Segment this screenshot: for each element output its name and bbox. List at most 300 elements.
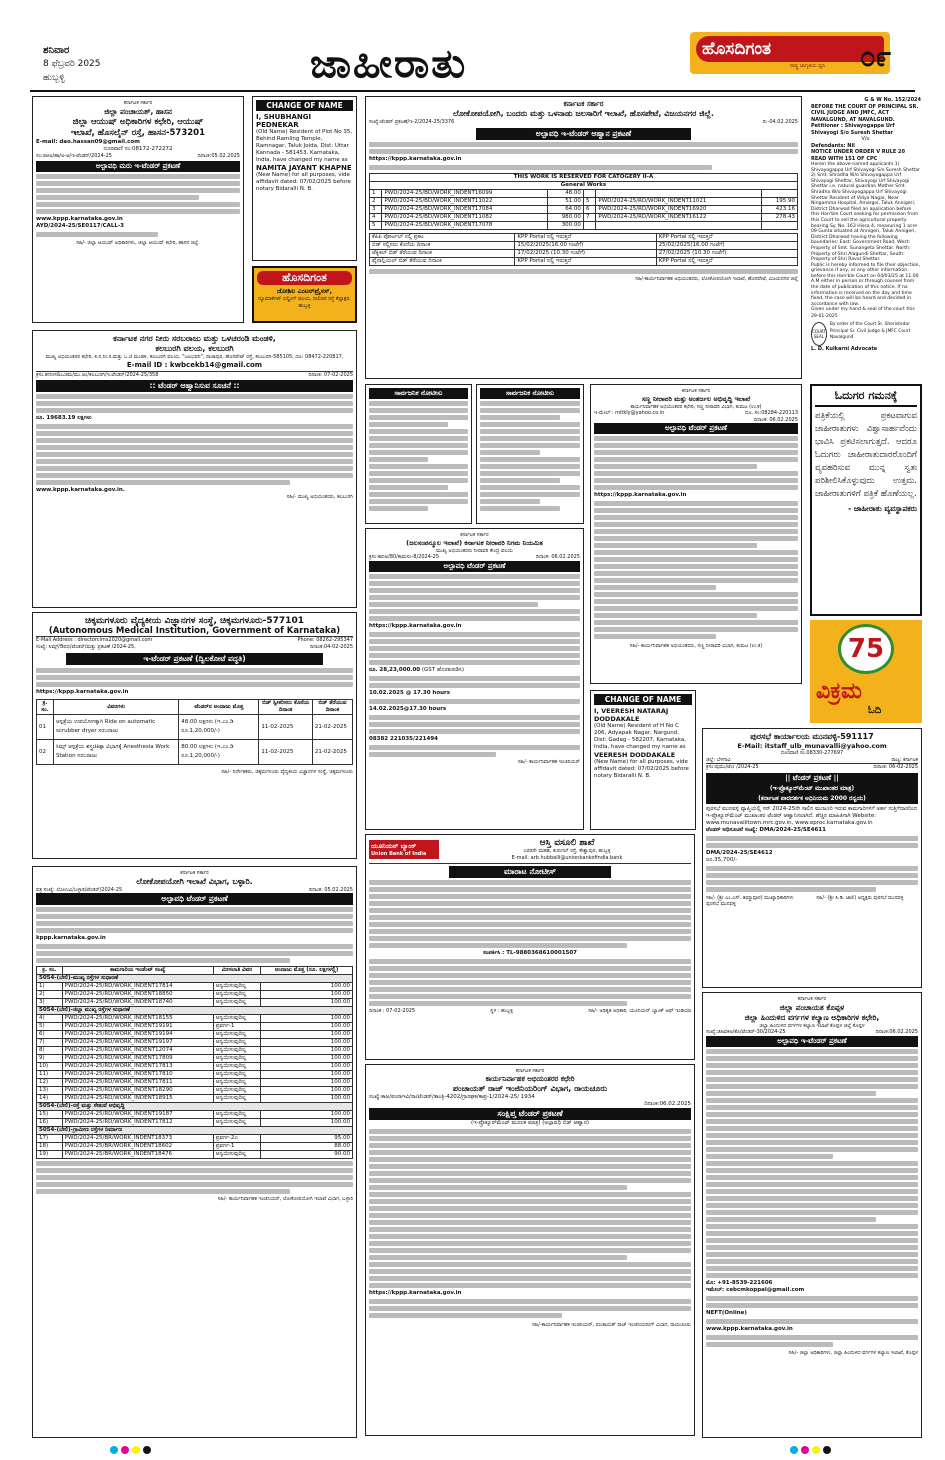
- lok-cell-amt: 980.00: [548, 213, 584, 221]
- hassan-tender-no: AYD/2024-25/SE0117/CALL-3: [36, 223, 124, 229]
- ad-change-of-name-1: [252, 96, 357, 261]
- bal-cell-cat: ಪ್ರವರ್ಗ-1: [213, 1023, 260, 1031]
- bal-cell-no: 12): [37, 1079, 63, 1087]
- kum-email: ಇ-ಮೇಲ್ : mitkly@yahoo.co.in: [594, 410, 665, 416]
- ad-public-notice-2: [476, 384, 584, 524]
- masthead: [0, 0, 945, 92]
- ad-kalaburagi-water: [32, 330, 357, 608]
- mun-ref: ಕ್ರಸಂ:ಪುಮು/ಟೆಂ/ /2024-25: [706, 764, 759, 770]
- union-bank-name-en: Union Bank of India: [371, 850, 427, 857]
- bal-cell-amt: 100.00: [261, 1047, 353, 1055]
- court-of: BEFORE THE COURT OF PRINCIPAL SR. CIVIL JUDGE AND JMFC, ACT NAVALGUND, AT NAVALGUND.: [811, 103, 919, 123]
- bal-cell-amt: 100.00: [261, 999, 353, 1007]
- kop-neft: NEFT(Online): [706, 1309, 747, 1316]
- jal-open-date: 14.02.2025@17.30 hours: [369, 705, 447, 712]
- pn1-heading: ಸಾರ್ವಜನಿಕ ನೋಟೀಸು: [369, 388, 468, 399]
- bal-cell-cat: ಅನ್ವಯಿಸುವುದಿಲ್ಲ: [213, 983, 260, 991]
- cims-cell-last: 11-02-2025: [259, 740, 312, 765]
- paper-tagline: ರಾಷ್ಟ್ರ ಜಾಗೃತಿಯ ಧ್ವನಿ: [790, 63, 826, 69]
- union-place: ಸ್ಥಳ : ಹುಬ್ಬಳ್ಳಿ: [490, 1008, 514, 1014]
- con2-heading: CHANGE OF NAME: [594, 694, 692, 705]
- vikrama-75: [838, 624, 894, 674]
- court-body: Herein the above-named applicants 1) Shivayogappa Urf Shivayogi S/o Suresh Shettar 2) Smt. Shradha W/o Shivayogappa Urf Shivayogi Shettar, Shivayogi Urf Shivayogi Shettar i.e. natural guardian Mother Smt. Shradha W/o Shivayogappa Urf Shivayogi Shettar Resident of Vidya Nagar, Near Ningamma Hospital, Amargol, Taluk Annigeri, District Dharwad filed an application before this Hon'ble Court seeking for permission from this Court to sell the agricultural property bearing Sy. No. 163 Hissa 4, measuring 1 acre 09 Gunta situated at Annigeri, Taluk Annigeri, District Dharwad having the following boundaries: East: Government Road, West: Property of Smt. Sunangeta Shettar, North: Property of Shri Alagundi Shettar, South: Property of Shri Raval Shettar.: [811, 162, 921, 263]
- rai-site: https://kppp.karnataka.gov.in: [369, 1289, 462, 1296]
- jal-sign: ಸಹಿ/- ಕಾರ್ಯನಿರ್ವಾಹಕ ಇಂಜಿನಿಯರ್: [517, 758, 580, 765]
- mun-body: ಪುರಸಭೆ ಮುನವಳ್ಳಿ ವ್ಯಾಪ್ತಿಯಲ್ಲಿ ಸನ್ 2024-25ನೇ ಸಾಲಿನ ಮಂಜೂರಿ ಇರುವ ಕಾಮಗಾರಿಗಳಿಗೆ ಅರ್ಹ ಗುತ್ತಿಗೆದಾರರಿಂದ ಇ-ಪ್ರೊಕ್ಯೂರ್‌ಮೆಂಟ್ ಮುಖಾಂತರ ಟೆಂಡರ್ ಆಹ್ವಾನಿಸಲಾಗಿದೆ. ಹೆಚ್ಚಿನ ಮಾಹಿತಿಗಾಗಿ Website: www.munavallitown.mrc.gov.in, www.eproc.karnataka.gov.in: [706, 805, 918, 826]
- bal-cell-cat: ಅನ್ವಯಿಸುವುದಿಲ್ಲ: [213, 1055, 260, 1063]
- rai-sub: (ಇ-ಪ್ರೊಕ್ಯೂರ್‌ಮೆಂಟ್ ಮೂಲಕ ಮಾತ್ರ) (ಅಲ್ಪಾವಧಿ ಬಿಡ್ ಆಹ್ವಾನ): [470, 1119, 590, 1126]
- con2-body2: (New Name) for all purposes, vide affidavit dated: 07/02/2025 before notary Bidaralli N. B.: [594, 759, 689, 779]
- court-seal: COURT SEAL: [811, 322, 827, 346]
- bal-footer: ಸಹಿ/- ಕಾರ್ಯನಿರ್ವಾಹಕ ಇಂಜಿನಿಯರ್, ಲೋಕೋಪಯೋಗಿ ಇಲಾಖೆ ವಿಭಾಗ, ಬಳ್ಳಾರಿ: [217, 1196, 353, 1202]
- bal-cell-indent: PWD/2024-25/BR/WORK_INDENT18373: [62, 1135, 213, 1143]
- lok-cell-indent2: [596, 221, 762, 229]
- bal-cell-indent: PWD/2024-25/RD/WORK_INDENT17811: [62, 1079, 213, 1087]
- bal-cell-amt: 100.00: [261, 983, 353, 991]
- bal-cell-indent: PWD/2024-25/RD/WORK_INDENT19187: [62, 1111, 213, 1119]
- bal-org: ಲೋಕೋಪಯೋಗಿ ಇಲಾಖೆ ವಿಭಾಗ, ಬಳ್ಳಾರಿ.: [136, 876, 253, 886]
- bal-cell-cat: ಅನ್ವಯಿಸುವುದಿಲ್ಲ: [213, 1063, 260, 1071]
- ad-hosadiganta-agent: [252, 266, 357, 323]
- jal-amount: ರೂ. 28,23,000.00: [369, 666, 421, 673]
- bal-header-cell: ಮೀಸಲಾತಿ ವಿವರ: [213, 967, 260, 975]
- lok-dates-row: [370, 257, 798, 265]
- registration-dots-left: [110, 1446, 154, 1456]
- cims-header-cell: ಕ್ರ. ಸಂ.: [37, 700, 54, 715]
- lok-cell-amt: 48.00: [548, 189, 584, 197]
- bal-cell-indent: PWD/2024-25/BR/WORK_INDENT18476: [62, 1151, 213, 1159]
- cims-date: ದಿನಾಂಕ:04-02-2025: [310, 643, 353, 650]
- bal-cell-amt: 90.00: [261, 1151, 353, 1159]
- bal-table-row: [37, 999, 353, 1007]
- lok-cell-no2: 6: [583, 205, 595, 213]
- kop-email: ಇಮೇಲ್: cebcmkoppal@gmail.com: [706, 1286, 805, 1293]
- bal-cell-indent: PWD/2024-25/RD/WORK_INDENT18740: [62, 999, 213, 1007]
- ad-munavalli-municipality: [702, 728, 922, 988]
- union-bank-name: ಯೂನಿಯನ್ ಬ್ಯಾಂಕ್: [371, 841, 417, 850]
- lok-date-cell-c: KPP Portal ನಲ್ಲಿ ಇರುತ್ತದೆ: [656, 233, 797, 241]
- paper-logo-banner: [696, 36, 884, 62]
- bal-table-row: [37, 1103, 353, 1111]
- bal-cell-no: 14): [37, 1095, 63, 1103]
- bal-cell-amt: 100.00: [261, 1095, 353, 1103]
- cims-cell-no: 02: [37, 740, 54, 765]
- mun-tender2: DMA/2024-25/SE4612: [706, 849, 773, 856]
- union-contact: ಸಂಪರ್ಕಿಸಿ : TL-9880368610001507: [482, 950, 578, 956]
- lok-cell-amt: 300.00: [548, 221, 584, 229]
- mun-email: E-Mail: itstaff_ulb_munavalli@yahoo.com: [737, 742, 887, 750]
- ad-hassan-ayush: [32, 96, 244, 323]
- cims-cell-open: 21-02-2025: [312, 715, 352, 740]
- kal-email: E-mail ID : kwbcekb14@gmail.com: [126, 360, 263, 369]
- jal-site: https://kppp.karnataka.gov.in: [369, 622, 462, 629]
- cims-heading: ಇ-ಟೆಂಡರ್ ಪ್ರಕಟಣೆ (ದ್ವಿಲಕೋಟೆ ಪದ್ಧತಿ): [66, 653, 323, 665]
- lok-sign: ಸಹಿ/-ಕಾರ್ಯನಿರ್ವಾಹಕ ಅಭಿಯಂತರರು, ಲೋಕೋಪಯೋಗಿ ಇಲಾಖೆ, ಹೊಸಪೇಟೆ, ವಿಜಯನಗರ ಜಿಲ್ಲೆ: [635, 275, 798, 282]
- union-addr: ಎರಡನೇ ಮಹಡಿ, ಕುಸುಗಲ್ ರಸ್ತೆ, ಕೇಶ್ವಾಪುರ, ಹುಬ್ಬಳ್ಳಿ: [523, 848, 611, 854]
- ad-vikrama: [810, 620, 922, 723]
- kop-site: www.kppp.karnataka.gov.in: [706, 1325, 793, 1332]
- readers-body: ಪತ್ರಿಕೆಯಲ್ಲಿ ಪ್ರಕಟವಾಗುವ ಜಾಹೀರಾತುಗಳು ವಿಶ್ವಾಸಾರ್ಹವೆಂದು ಭಾವಿಸಿ ಪ್ರಕಟಿಸಲಾಗುತ್ತದೆ. ಆದರೂ ಓದುಗರು ಜಾಹೀರಾತುದಾರರೊಂದಿಗೆ ವ್ಯವಹರಿಸುವ ಮುನ್ನ ಸ್ವತಃ ಪರಿಶೀಲಿಸಿಕೊಳ್ಳುವುದು ಉತ್ತಮ. ಜಾಹೀರಾತುಗಳಿಗೆ ಪತ್ರಿಕೆ ಹೊಣೆಯಲ್ಲ.: [815, 411, 917, 499]
- readers-footer: - ಜಾಹೀರಾತು ವ್ಯವಸ್ಥಾಪಕರು: [848, 504, 917, 513]
- bal-heading: ಅಲ್ಪಾವಧಿ ಟೆಂಡರ್ ಪ್ರಕಟಣೆ: [36, 893, 353, 905]
- hassan-org3: ಇಲಾಖೆ, ಹೊಸಲೈನ್ ರಸ್ತೆ, ಹಾಸನ-573201: [70, 127, 206, 138]
- ad-kumta-minor-irrigation: [590, 384, 802, 684]
- bal-cell-no: 1): [37, 983, 63, 991]
- bal-cell-no: 13): [37, 1087, 63, 1095]
- cims-phone: Phone: 08262-295347: [297, 637, 353, 643]
- court-notice-heading: NOTICE UNDER ORDER V RULE 20 READ WITH 151 OF CPC: [811, 149, 906, 162]
- court-by: By order of the Court Sr. Sheristedar Principal Sr. Civil Judge & JMFC Court Navalgund: [829, 322, 911, 341]
- lok-ref: ಸಂಖ್ಯೆ:ಟೆಂಡರ್ ಪ್ರಕಟಣೆ/ಇ-2/2024-25/3376: [369, 119, 455, 125]
- bal-cell-no: 8): [37, 1047, 63, 1055]
- kop-date: ದಿನಾಂಕ:06.02.2025: [875, 1029, 918, 1035]
- kop-ref: ಸಂಖ್ಯೆ:ಜಿಹಿವಕಅ/ಕೊ/ಟೆಂಡರ್-30/2024-25: [706, 1029, 786, 1035]
- bal-cell-no: 15): [37, 1111, 63, 1119]
- lok-date-cell-a: ಫೈನಾನ್ಷಿಯಲ್ ಬಿಡ್ ತೆರೆಯುವ ದಿನಾಂಕ: [370, 257, 515, 265]
- con1-body: (Old Name) Resident of Plot No 35, Behind Ramling Temple, Ramnagar, Taluk Joida, Dist: Uttar Kannada - 581453, Karnataka, India, have changed my name as: [256, 129, 353, 163]
- lok-heading: ಅಲ್ಪಾವಧಿ ಇ-ಟೆಂಡರ್ ಆಹ್ವಾನ ಪ್ರಕಟಣೆ: [476, 128, 691, 140]
- bal-cell-indent: PWD/2024-25/RD/WORK_INDENT19191: [62, 1023, 213, 1031]
- cims-cell-amt: 80.00 ಲಕ್ಷಗಳು (ಇ.ಎಂ.ಡಿ ರೂ.1,20,000/-): [179, 740, 259, 765]
- bal-cell-cat: ಅನ್ವಯಿಸುವುದಿಲ್ಲ: [213, 1039, 260, 1047]
- cims-header-cell: ಬಿಡ್ ಸ್ವೀಕರಿಸಲು ಕೊನೆಯ ದಿನಾಂಕ: [259, 700, 312, 715]
- ad-raichur-panchayat-raj: [365, 1064, 695, 1436]
- jal-gov: ಕರ್ನಾಟಕ ಸರ್ಕಾರ: [460, 532, 489, 538]
- ad-court-notice: [810, 96, 922, 379]
- court-advocate: L. D. Kulkarni Advocate: [811, 346, 878, 353]
- bal-cell-amt: 100.00: [261, 1079, 353, 1087]
- cims-cell-no: 01: [37, 715, 54, 740]
- lok-reserved: THIS WORK IS RESERVED FOR CATOGERY II-A: [370, 173, 798, 181]
- kal-sign: ಸಹಿ/- ಮುಖ್ಯ ಅಭಿಯಂತರರು, ಕಲಬುರಗಿ: [286, 494, 353, 500]
- bal-cell-no: 5): [37, 1023, 63, 1031]
- mun-sign1: ಸಹಿ/- (ಶ್ರೀ ಎಂ.ಎಸ್. ತಿಮ್ಮಾಪೂರ) ಮುಖ್ಯಾಧಿಕಾರಿಗಳು ಪುರಸಭೆ ಮುನವಳ್ಳಿ: [706, 894, 794, 907]
- bal-cell-indent: PWD/2024-25/RD/WORK_INDENT12074: [62, 1047, 213, 1055]
- lok-cell-amt: 51.00: [548, 197, 584, 205]
- bal-table: [36, 966, 353, 1159]
- hassan-org1: ಜಿಲ್ಲಾ ಪಂಚಾಯತ್, ಹಾಸನ: [104, 106, 172, 116]
- lok-cell-amt2: [762, 221, 798, 229]
- bal-table-row: [37, 1135, 353, 1143]
- mun-title: ಪುರಸಭೆ ಕಾರ್ಯಾಲಯ ಮುನವಳ್ಳಿ-591117: [750, 732, 874, 741]
- bal-table-row: [37, 1015, 353, 1023]
- lok-gov: ಕರ್ನಾಟಕ ಸರ್ಕಾರ: [563, 100, 604, 108]
- kal-addr: ಮುಖ್ಯ ಅಭಿಯಂತರರ ಕಛೇರಿ, ಕ.ನ.ನೀ.ಸ.ಮತ್ತು ಒ.ಚ ಮಂಡಳಿ, ಕಲಬುರಗಿ ವಲಯ, "ಜಲಭವನ", ರಾಜಾಪುರ, ಹೊಸಪೇಟ್ ರಸ್ತೆ, ಕಲಬುರಗಿ-585105, ದೂ: 08472-220817,: [45, 354, 344, 360]
- bal-table-row: [37, 983, 353, 991]
- lok-general: General Works: [370, 181, 798, 189]
- bal-cell-amt: 95.00: [261, 1135, 353, 1143]
- kop-sign: ಸಹಿ/- ಜಿಲ್ಲಾ ಅಧಿಕಾರಿಗಳು, ಜಿಲ್ಲಾ ಹಿಂದುಳಿದ ವರ್ಗಗಳ ಕಲ್ಯಾಣ ಇಲಾಖೆ, ಕೊಪ್ಪಳ: [788, 1349, 918, 1356]
- kal-gov: ಕರ್ನಾಟಕ ನಗರ ನೀರು ಸರಬರಾಜು ಮತ್ತು ಒಳಚರಂಡಿ ಮಂಡಳಿ,: [113, 334, 276, 343]
- bal-table-row: [37, 1095, 353, 1103]
- bal-table-row: [37, 1007, 353, 1015]
- mun-state: ರಾಜ್ಯ: ಕರ್ನಾಟಕ: [891, 756, 918, 763]
- rai-sign: ಸಹಿ/-ಕಾರ್ಯನಿರ್ವಾಹಕ ಇಂಜಿನಿಯರ್, ಪಂಚಾಯತ್ ರಾಜ್ ಇಂಜಿನಿಯರಿಂಗ್ ವಿಭಾಗ, ರಾಯಚೂರು: [531, 1321, 691, 1328]
- bal-cell-cat: ಅನ್ವಯಿಸುವುದಿಲ್ಲ: [213, 1015, 260, 1023]
- kal-site: www.kppp.karnataka.gov.in.: [36, 487, 125, 493]
- lok-cell-amt2: 278.43: [762, 213, 798, 221]
- bal-group-heading: 5054-(ಬೇಲಿ)-ಜಿಲ್ಲಾ ಮುಖ್ಯ ರಸ್ತೆಗಳ ಸುಧಾರಣೆ: [37, 1007, 353, 1015]
- vikrama-number: 75: [847, 634, 885, 664]
- vikrama-tagline: ಓದಿ: [868, 705, 882, 716]
- bal-table-row: [37, 1063, 353, 1071]
- kal-date: ದಿನಾಂಕ: 07-02-2025: [308, 371, 353, 378]
- mun-sub2: (ಕರ್ನಾಟಕ ಪಾರದರ್ಶಕ ಅಧಿನಿಯಮ 2000 ರನ್ವಯ): [706, 794, 918, 804]
- bal-cell-amt: 100.00: [261, 1023, 353, 1031]
- lok-cell-indent2: [596, 189, 762, 197]
- jal-org2: ಮುಖ್ಯ ಅಭಿಯಂತರರು ನೀರಾವರಿ ಕೇಂದ್ರ ವಲಯ: [436, 547, 513, 554]
- bal-cell-no: 11): [37, 1071, 63, 1079]
- mun-dist: ಜಿಲ್ಲೆ: ಬೆಳಗಾವಿ: [706, 756, 731, 763]
- bal-cell-cat: ಪ್ರವರ್ಗ-1: [213, 1143, 260, 1151]
- bal-cell-amt: 100.00: [261, 1087, 353, 1095]
- bal-cell-amt: 100.00: [261, 1055, 353, 1063]
- bal-table-row: [37, 1039, 353, 1047]
- hassan-sign: ಸಹಿ/- ಜಿಲ್ಲಾ ಆಯುಷ್ ಅಧಿಕಾರಿಗಳು, ಜಿಲ್ಲಾ ಆಯುಷ್ ಕಛೇರಿ, ಹಾಸನ ಜಿಲ್ಲೆ.: [76, 240, 200, 246]
- kal-amount: ರೂ. 19683.19 ಲಕ್ಷಗಳು: [36, 415, 92, 421]
- bal-cell-indent: PWD/2024-25/RD/WORK_INDENT18915: [62, 1095, 213, 1103]
- con1-person: I, SHUBHANGI PEDNEKAR: [256, 113, 312, 129]
- bal-cell-cat: ಅನ್ವಯಿಸುವುದಿಲ್ಲ: [213, 1095, 260, 1103]
- paper-name: ಹೊಸದಿಗಂತ: [702, 39, 772, 59]
- bal-cell-no: 16): [37, 1119, 63, 1127]
- bal-table-row: [37, 1071, 353, 1079]
- bal-table-row: [37, 991, 353, 999]
- bal-cell-indent: PWD/2024-25/RD/WORK_INDENT19197: [62, 1039, 213, 1047]
- registration-dots-right: [790, 1446, 834, 1456]
- lok-date-cell-c: KPP Portal ನಲ್ಲಿ ಇರುತ್ತದೆ: [656, 257, 797, 265]
- masthead-city: ಹುಬ್ಬಳ್ಳಿ: [43, 73, 65, 83]
- court-petitioner: Petitioner : Shivayogappa Urf Shivayogi S/o Suresh Shettar: [811, 123, 895, 136]
- lok-cell-amt2: [762, 189, 798, 197]
- con1-heading: CHANGE OF NAME: [256, 100, 353, 111]
- bal-cell-no: 18): [37, 1143, 63, 1151]
- bal-cell-indent: PWD/2024-25/RD/WORK_INDENT17810: [62, 1071, 213, 1079]
- bal-table-row: [37, 1119, 353, 1127]
- jal-gst: (GST ಹೊರತುಪಡಿಸಿ): [421, 666, 465, 673]
- lok-cell-no: 1: [370, 189, 382, 197]
- cims-title: ಚಿಕ್ಕಮಗಳೂರು ವೈದ್ಯಕೀಯ ವಿಜ್ಞಾನಗಳ ಸಂಸ್ಥೆ, ಚಿಕ್ಕಮಗಳೂರು-577101: [85, 616, 304, 626]
- lok-cell-indent2: PWD/2024-25/RD/WORK_INDENT11021: [596, 197, 762, 205]
- kop-org2: ಜಿಲ್ಲಾ ಹಿಂದುಳಿದ ವರ್ಗಗಳ ಕಲ್ಯಾಣ ಅಧಿಕಾರಿಗಳ ಕಛೇರಿ,: [744, 1012, 880, 1022]
- ad-chikkamagaluru-medical: [32, 612, 357, 859]
- lok-date-cell-c: 27/02/2025 (10.30 ಗಂಟೆಗೆ): [656, 249, 797, 257]
- cims-header-cell: ಬಿಡ್ ತೆರೆಯುವ ದಿನಾಂಕ: [312, 700, 352, 715]
- con2-body: (Old Name) Resident of H No C 206, Adyapak Nagar, Nargund, Dist: Gadag - 582207, Karnataka, India, have changed my name as: [594, 723, 686, 750]
- mun-phone: ದೂರವಾಣಿ ಸಂ.08330-277697: [780, 750, 844, 756]
- bal-cell-amt: 100.00: [261, 1039, 353, 1047]
- jal-date: ದಿನಾಂಕ: 06.02.2025: [535, 554, 580, 560]
- bal-cell-amt: 100.00: [261, 1111, 353, 1119]
- bal-table-row: [37, 1047, 353, 1055]
- bal-cell-indent: PWD/2024-25/RD/WORK_INDENT17813: [62, 1063, 213, 1071]
- bal-cell-amt: 100.00: [261, 1119, 353, 1127]
- cims-table-row: [37, 740, 353, 765]
- lok-cell-no2: [583, 189, 595, 197]
- mun-sub1: (ಇ-ಪ್ರೊಕ್ಯೂರ್‌ಮೆಂಟ್ ಮುಖಾಂತರ ಮಾತ್ರ): [706, 784, 918, 794]
- bal-table-row: [37, 1055, 353, 1063]
- union-bank-logo: [369, 840, 439, 860]
- kum-heading: ಅಲ್ಪಾವಧಿ ಟೆಂಡರ್ ಪ್ರಕಟಣೆ: [594, 423, 798, 434]
- bal-table-row: [37, 1151, 353, 1159]
- cims-site: https://kppp.karnataka.gov.in: [36, 689, 129, 695]
- bal-cell-amt: 100.00: [261, 991, 353, 999]
- agent-addr: ನ್ಯೂಮಾರ್ಕೆಟ್ ಬಿಲ್ಡಿಂಗ್ ವಲಯ, ನೀಲಿಜಿನ ರಸ್ತೆ ಕೆಲ್ಲಾಕ್ಷರ, ಹುಬ್ಬಳ್ಳಿ: [258, 296, 351, 309]
- bal-cell-no: 9): [37, 1055, 63, 1063]
- rai-gov: ಕರ್ನಾಟಕ ಸರ್ಕಾರ: [515, 1068, 545, 1074]
- mun-sign2: ಸಹಿ/- (ಶ್ರೀ ಸಿ.ಡಿ. ಜಾಲಿ) ಅಧ್ಯಕ್ಷರು ಪುರಸಭೆ ಮುನವಳ್ಳಿ: [816, 894, 904, 901]
- bal-header-cell: ಕಾಮಗಾರಿಯ ಇಂಡೆಂಟ್ ಸಂಖ್ಯೆ: [62, 967, 213, 975]
- bal-cell-cat: ಅನ್ವಯಿಸುವುದಿಲ್ಲ: [213, 1047, 260, 1055]
- court-case: G & W No. 152/2024: [864, 97, 921, 103]
- cims-sign: ಸಹಿ/- ನಿರ್ದೇಶಕರು, ಚಿಕ್ಕಮಗಳೂರು ವೈದ್ಯಕೀಯ ವಿಜ್ಞಾನಗಳ ಸಂಸ್ಥೆ, ಚಿಕ್ಕಮಗಳೂರು: [221, 769, 353, 775]
- lok-date-cell-b: KPP Portal ನಲ್ಲಿ ಇರುತ್ತದೆ: [515, 257, 656, 265]
- lok-date-cell-b: 17/02/2025 (10.30 ಗಂಟೆಗೆ): [515, 249, 656, 257]
- kum-date: ದಿನಾಂಕ: 06.02.2025: [753, 416, 798, 423]
- cims-ref: ಸಂಖ್ಯೆ: ಸಿಮ್ಸ್/ಔಷಧ/ಟೆಂಡರ್/ಮತ್ತು ಪ್ರಕಟಣೆ /2024-25,: [36, 643, 136, 650]
- ad-union-bank-sale: [365, 834, 695, 1060]
- kum-site: https://kppp.karnataka.gov.in: [594, 492, 687, 498]
- lok-cell-indent: PWD/2024-25/BD/WORK_INDENT11022: [382, 197, 548, 205]
- lok-cell-indent: PWD/2024-25/BD/WORK_INDENT16099: [382, 189, 548, 197]
- rai-date: ದಿನಾಂಕ:06.02.2025: [644, 1100, 691, 1107]
- lok-table-row: [370, 205, 798, 213]
- hassan-phone: ದೂರವಾಣಿ ನಂ:08172-272272: [103, 145, 173, 152]
- rai-heading: ಸಂಕ್ಷಿಪ್ತ ಟೆಂಡರ್ ಪ್ರಕಟಣೆ: [369, 1108, 691, 1120]
- mun-date: ದಿನಾಂಕ: 06-02-2025: [873, 764, 918, 770]
- con2-person: I, VEERESH NATARAJ DODDAKALE: [594, 707, 669, 723]
- lok-date: ದಿ:-04.02.2025: [762, 119, 798, 125]
- lok-cell-indent2: PWD/2024-25/RD/WORK_INDENT16122: [596, 213, 762, 221]
- ad-koppal-backward-classes: [702, 992, 922, 1438]
- lok-site: https://kppp.karnataka.gov.in: [369, 155, 462, 162]
- cims-cell-item: ಆಸ್ಪತ್ರೆಯ ಉಪಯೋಗಕ್ಕಾಗಿ Ride on automatic scrubber dryer ಸರಬರಾಜು: [54, 715, 179, 740]
- cims-header-cell: ಟೆಂಡರ್‌ನ ಅಂದಾಜು ಮೊತ್ತ: [179, 700, 259, 715]
- rai-org1: ಕಾರ್ಯನಿರ್ವಾಹಕ ಅಭಿಯಂತರರ ಕಛೇರಿ: [485, 1074, 575, 1083]
- bal-cell-cat: ಅನ್ವಯಿಸುವುದಿಲ್ಲ: [213, 999, 260, 1007]
- bal-group-heading: 5054-(ಬೇಲಿ)-ಗ್ರಾಮೀಣ ರಸ್ತೆಗಳ ನಿರ್ಮಾಣ: [37, 1127, 353, 1135]
- lok-works-table: [369, 173, 798, 230]
- mun-emd: ರೂ.35,700/-: [706, 856, 738, 863]
- bal-cell-indent: PWD/2024-25/RD/WORK_INDENT17812: [62, 1119, 213, 1127]
- bal-cell-amt: 100.00: [261, 1071, 353, 1079]
- court-vs: V/s.: [861, 136, 871, 142]
- bal-cell-indent: PWD/2024-25/RD/WORK_INDENT19194: [62, 1031, 213, 1039]
- cims-cell-open: 21-02-2025: [312, 740, 352, 765]
- masthead-rule: [30, 90, 915, 92]
- bal-cell-indent: PWD/2024-25/RD/WORK_INDENT17809: [62, 1055, 213, 1063]
- bal-cell-cat: ಅನ್ವಯಿಸುವುದಿಲ್ಲ: [213, 1031, 260, 1039]
- lok-table-row: [370, 197, 798, 205]
- cims-cell-amt: 48.00 ಲಕ್ಷಗಳು (ಇ.ಎಂ.ಡಿ ರೂ.1,20,000/-): [179, 715, 259, 740]
- bal-cell-amt: 100.00: [261, 1031, 353, 1039]
- bal-table-row: [37, 1087, 353, 1095]
- jal-ref: ಕ್ರಸಂ:ಕಾನಿಅ/80/ಕಾಮಸಂ-8/2024-25: [369, 554, 440, 560]
- bal-cell-no: 6): [37, 1031, 63, 1039]
- page-number: ೦೯: [860, 40, 892, 73]
- section-title: ಜಾಹೀರಾತು: [310, 40, 468, 87]
- mun-tender1: ಟೆಂಡರ್ ಅಧಿಸೂಚನೆ ಸಂಖ್ಯೆ: DMA/2024-25/SE4611: [706, 826, 826, 833]
- lok-date-cell-b: KPP Portal ನಲ್ಲಿ ಇರುತ್ತದೆ: [515, 233, 656, 241]
- bal-cell-no: 4): [37, 1015, 63, 1023]
- court-respondent: Defendants: Nil: [811, 142, 855, 149]
- bal-table-row: [37, 1127, 353, 1135]
- lok-cell-amt2: 423.16: [762, 205, 798, 213]
- bal-cell-cat: ಅನ್ವಯಿಸುವುದಿಲ್ಲ: [213, 1151, 260, 1159]
- bal-cell-no: 2): [37, 991, 63, 999]
- union-sign: ಸಹಿ/- ಅಧಿಕೃತ ಅಧಿಕಾರಿ, ಯೂನಿಯನ್ ಬ್ಯಾಂಕ್ ಆಫ್ ಇಂಡಿಯಾ: [588, 1008, 691, 1014]
- lok-dates-row: [370, 241, 798, 249]
- vikrama-name: ವಿಕ್ರಮ: [816, 678, 862, 704]
- hassan-org2: ಜಿಲ್ಲಾ ಆಯುಷ್ ಅಧಿಕಾರಿಗಳ ಕಛೇರಿ, ಆಯುಷ್: [72, 116, 204, 127]
- lok-cell-indent: PWD/2024-25/BD/WORK_INDENT17084: [382, 205, 548, 213]
- bal-group-heading: 5054-(ಬೇಲಿ)-ರಸ್ತೆ ಮತ್ತು ಸೇತುವೆ ಅಭಿವೃದ್ಧಿ: [37, 1103, 353, 1111]
- lok-cell-indent: PWD/2024-25/BD/WORK_INDENT11082: [382, 213, 548, 221]
- bal-group-heading: 5054-(ಬೇಲಿ)-ಮುಖ್ಯ ರಸ್ತೆಗಳ ಸುಧಾರಣೆ: [37, 975, 353, 983]
- bal-table-row: [37, 1023, 353, 1031]
- lok-cell-indent: PWD/2024-25/BD/WORK_INDENT17078: [382, 221, 548, 229]
- bal-cell-amt: 100.00: [261, 1063, 353, 1071]
- agent-paper-name: ಹೊಸದಿಗಂತ: [257, 271, 352, 285]
- bal-cell-cat: ಅನ್ವಯಿಸುವುದಿಲ್ಲ: [213, 1111, 260, 1119]
- hassan-gov: ಕರ್ನಾಟಕ ಸರ್ಕಾರ: [123, 100, 153, 106]
- lok-cell-indent2: PWD/2024-25/RD/WORK_INDENT16920: [596, 205, 762, 213]
- bal-gov: ಕರ್ನಾಟಕ ಸರ್ಕಾರ: [180, 870, 209, 876]
- masthead-date: 8 ಫೆಬ್ರವರಿ 2025: [43, 59, 101, 69]
- bal-cell-cat: ಅನ್ವಯಿಸುವುದಿಲ್ಲ: [213, 1079, 260, 1087]
- court-body2: Public is hereby informed to file their objection, grievance if any, or any other information before this Hon'ble Court on 04/03/25 at 11.00 A.M either in person or through counsel from the date of publication of this notice. If no information is received on the day and time fixed, the case will be heard and decided in accordance with law.: [811, 262, 921, 307]
- lok-table-row: [370, 221, 798, 229]
- jal-heading: ಅಲ್ಪಾವಧಿ ಟೆಂಡರ್ ಪ್ರಕಟಣೆ: [369, 561, 580, 572]
- agent-name: ಜೋಶಿಲ ಎಂಟರ್‌ಪ್ರೈಸಸ್,: [276, 287, 333, 295]
- bal-site: kppp.karnataka.gov.in: [36, 935, 106, 941]
- court-given: Given under my hand & seal of the court this 29-01-2025: [811, 307, 915, 319]
- masthead-day: ಶನಿವಾರ: [43, 45, 70, 56]
- bal-cell-no: 19): [37, 1151, 63, 1159]
- rai-ref: ಸಂಖ್ಯೆ:ಕಾಅ/ಪಂರಾಇವಿ/ರಾ/ಟೆಂಡರ್/ತಾಂತ್ರಿ-4202/ಗ್ರಾರಘಕ/ಕಾಪ್ರ-1/2024-25/ 1934: [369, 1093, 535, 1100]
- lok-date-cell-a: ಬಿಡ್ ಸಲ್ಲಿಸಲು ಕೊನೆಯ ದಿನಾಂಕ: [370, 241, 515, 249]
- hassan-heading: ಅಲ್ಪಾವಧಿ ಮರು ಇ-ಟೆಂಡರ್ ಪ್ರಕಟಣೆ: [36, 161, 240, 172]
- bal-table-row: [37, 1031, 353, 1039]
- cims-header-cell: ವಿವರಗಳು: [54, 700, 179, 715]
- ad-readers-note: [810, 384, 922, 616]
- bal-table-row: [37, 1111, 353, 1119]
- lok-dates-row: [370, 249, 798, 257]
- hassan-date: ದಿನಾಂಕ:05.02.2025: [197, 152, 240, 159]
- bal-cell-no: 10): [37, 1063, 63, 1071]
- kal-heading: :: ಟೆಂಡರ್ ಆಹ್ವಾನಿಸುವ ಸೂಚನೆ ::: [36, 380, 353, 392]
- bal-cell-cat: ಅನ್ವಯಿಸುವುದಿಲ್ಲ: [213, 1087, 260, 1095]
- cims-table-row: [37, 715, 353, 740]
- lok-date-cell-c: 25/02/2025(16.00 ಗಂಟೆಗೆ): [656, 241, 797, 249]
- mun-heading: || ಟೆಂಡರ್ ಪ್ರಕಟಣೆ ||: [706, 773, 918, 784]
- lok-cell-no2: 5: [583, 197, 595, 205]
- jal-org: (ಜಲಸಂಪನ್ಮೂಲ ಇಲಾಖೆ) ಕರ್ನಾಟಕ ನೀರಾವರಿ ನಿಗಮ ನಿಯಮಿತ: [406, 538, 543, 547]
- hassan-site: www.kppp.karnataka.gov.in: [36, 216, 123, 222]
- lok-cell-no2: 7: [583, 213, 595, 221]
- con1-new-name: NAMITA JAYANT KHAPNE: [256, 164, 352, 172]
- ad-public-notice-1: [365, 384, 472, 524]
- bal-cell-indent: PWD/2024-25/BR/WORK_INDENT18602: [62, 1143, 213, 1151]
- kop-gov: ಕರ್ನಾಟಕ ಸರ್ಕಾರ: [797, 996, 827, 1002]
- lok-org: ಲೋಕೋಪಯೋಗಿ, ಬಂದರು ಮತ್ತು ಒಳನಾಡು ಜಲಸಾರಿಗೆ ಇಲಾಖೆ, ಹೊಸಪೇಟೆ, ವಿಜಯನಗರ ಜಿಲ್ಲೆ.: [453, 109, 714, 118]
- bal-cell-indent: PWD/2024-25/RD/WORK_INDENT18290: [62, 1087, 213, 1095]
- bal-date: ದಿನಾಂಕ: 05.02.2025: [308, 886, 353, 893]
- kum-phone: ದೂ. ಸಂ:08284-220113: [745, 410, 798, 416]
- kum-org: ಸಣ್ಣ ನೀರಾವರಿ ಮತ್ತು ಅಂತರ್ಜಲ ಅಭಿವೃದ್ಧಿ ಇಲಾಖೆ: [641, 394, 751, 403]
- kop-heading: ಅಲ್ಪಾವಧಿ ಇ-ಟೆಂಡರ್ ಪ್ರಕಟಣೆ: [706, 1036, 918, 1047]
- jal-last-date: 10.02.2025 @ 17.30 hours: [369, 689, 451, 696]
